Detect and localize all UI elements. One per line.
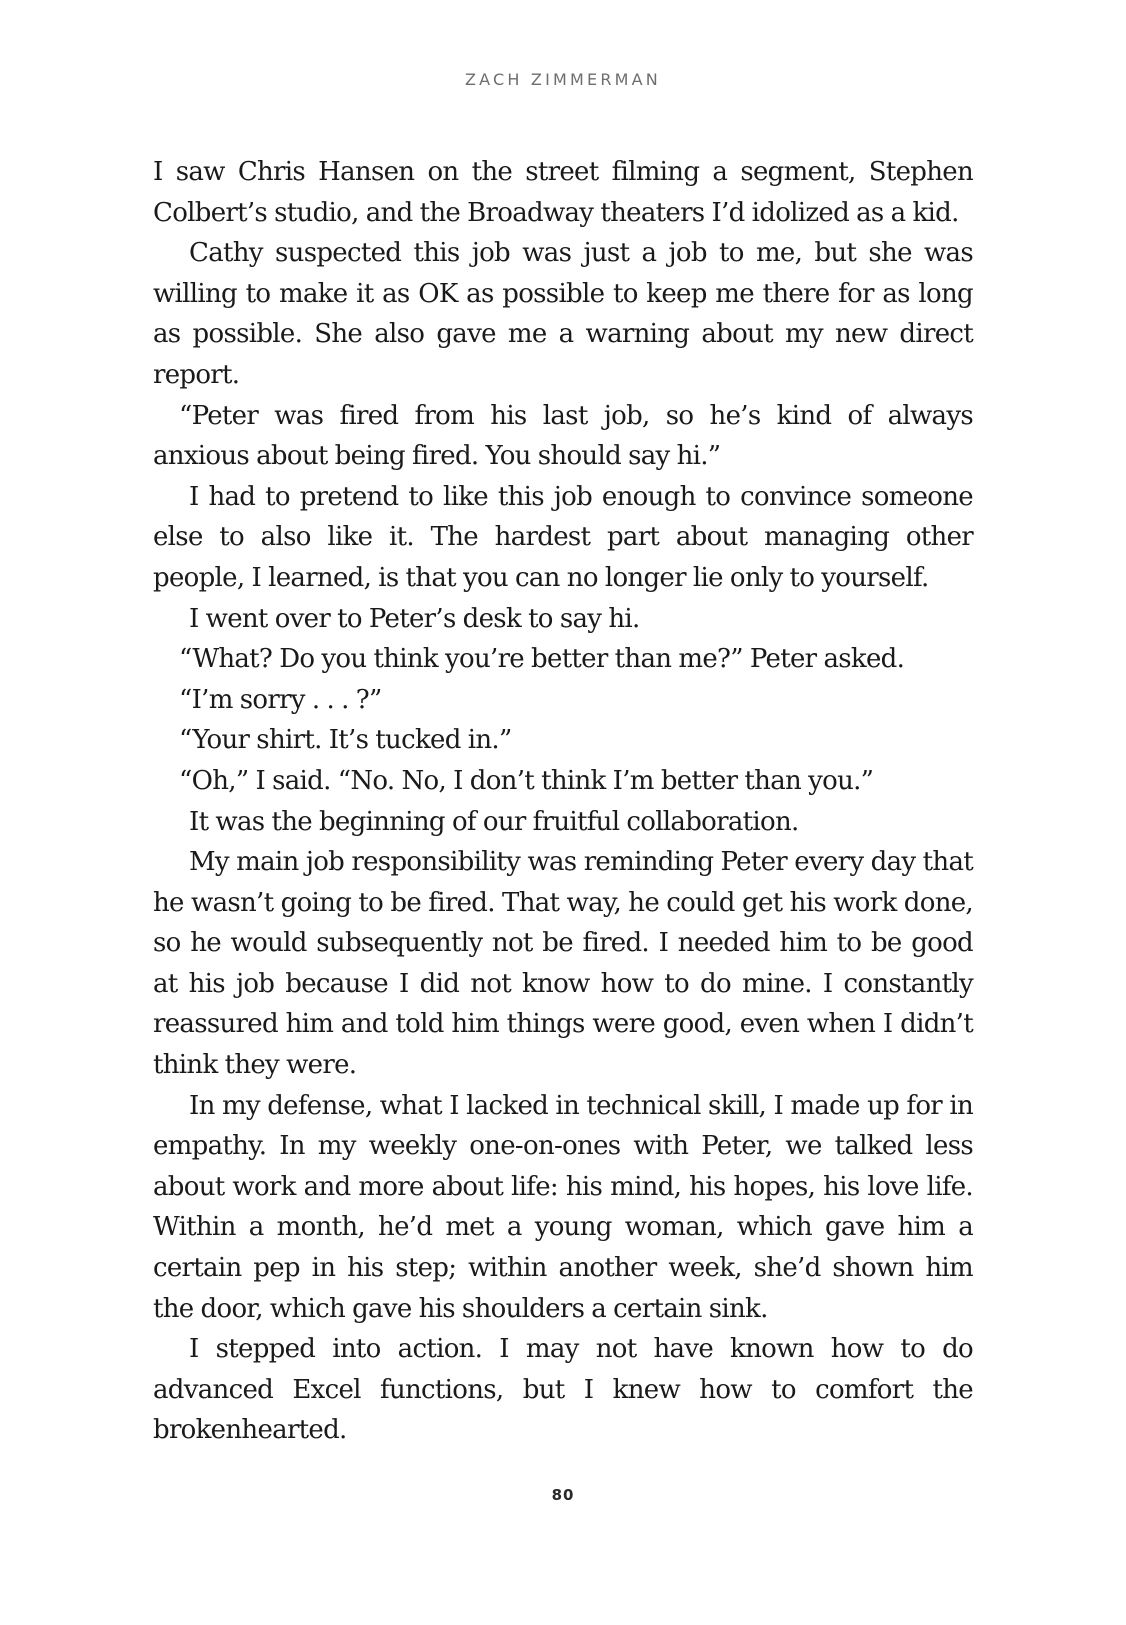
paragraph: In my defense, what I lacked in technical skill, I made up for in empathy. In my weekly one-on-ones with Peter, we talked less about work and more about life: his mind, his hopes, his love life. Within a month, he’d met a young woman, which gave him a certain pep in his step; within another week, she’d shown him the door, which gave his shoulders a certain sink. — [153, 1090, 973, 1324]
paragraph: “What? Do you think you’re better than me?” Peter asked. — [179, 644, 905, 675]
body-text — [153, 152, 973, 1451]
paragraph: I stepped into action. I may not have known how to do advanced Excel functions, but I knew how to comfort the brokenhearted. — [153, 1334, 973, 1446]
paragraph: “Your shirt. It’s tucked in.” — [179, 725, 512, 756]
paragraph: I had to pretend to like this job enough to convince someone else to also like it. The hardest part about managing other people, I learned, is that you can no longer lie only to yourself. — [153, 481, 973, 593]
paragraph: “Oh,” I said. “No. No, I don’t think I’m better than you.” — [179, 765, 874, 796]
paragraph: Cathy suspected this job was just a job to me, but she was willing to make it as OK as possible to keep me there for as long as possible. She also gave me a warning about my new direct report. — [153, 238, 973, 390]
paragraph: My main job responsibility was reminding Peter every day that he wasn’t going to be fired. That way, he could get his work done, so he would subsequently not be fired. I needed him to be good at his job because I did not know how to do mine. I constantly reassured him and told him things were good, even when I didn’t think they were. — [153, 847, 973, 1081]
paragraph: I went over to Peter’s desk to say hi. — [189, 603, 640, 634]
running-head: ZACH ZIMMERMAN — [465, 70, 661, 89]
paragraph: I saw Chris Hansen on the street filming a segment, Stephen Colbert’s studio, and the Broadway theaters I’d idolized as a kid. — [153, 157, 973, 228]
paragraph: “Peter was fired from his last job, so he’s kind of always anxious about being fired. You should say hi.” — [153, 400, 973, 472]
paragraph: It was the beginning of our fruitful collaboration. — [189, 806, 799, 837]
paragraph: “I’m sorry . . . ?” — [179, 684, 382, 715]
page-number: 80 — [551, 1486, 575, 1504]
